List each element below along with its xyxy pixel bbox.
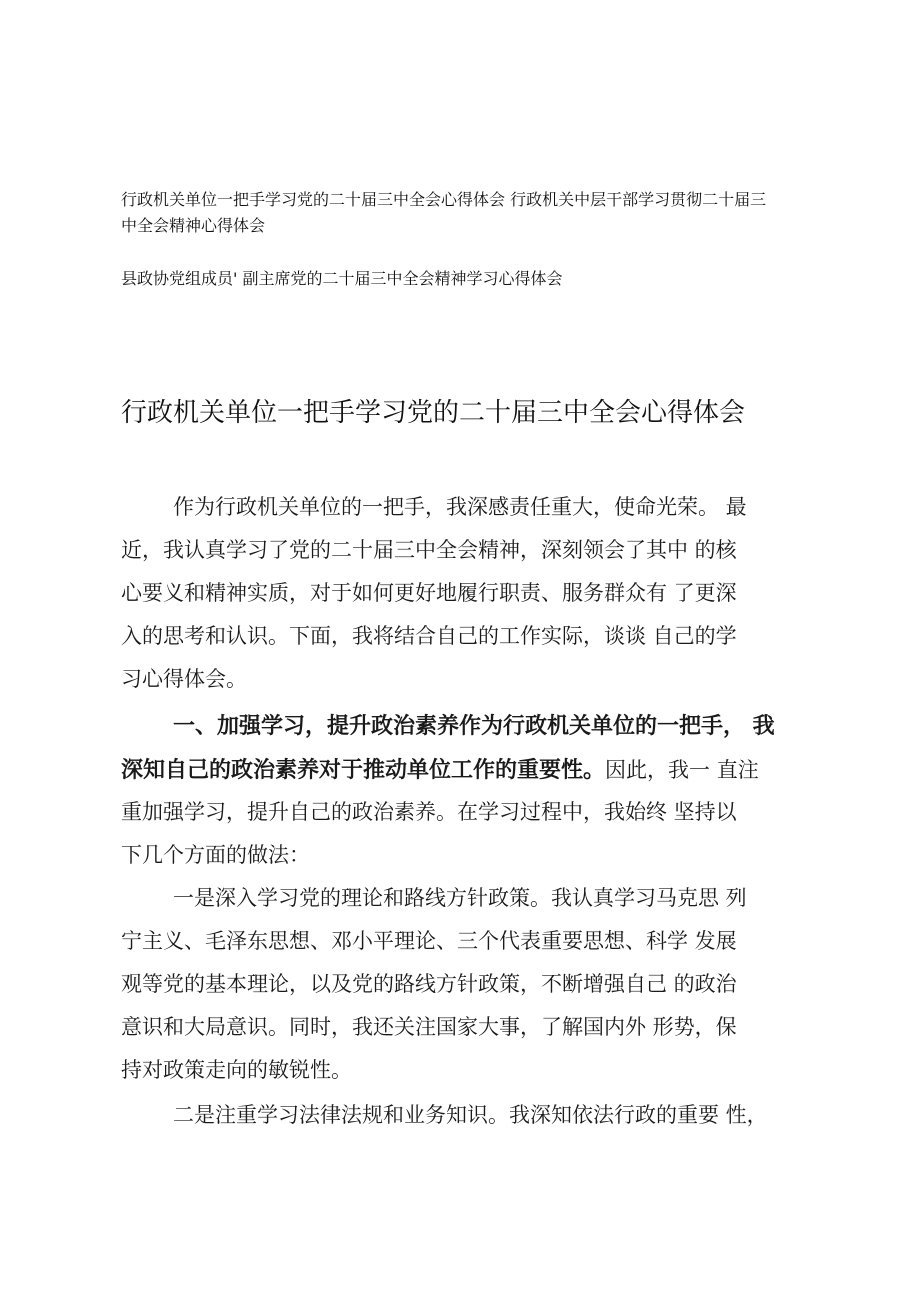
paragraph-1-line-1: 作为行政机关单位的一把手，我深感责任重大，使命光荣。 最 xyxy=(173,495,747,519)
paragraph-3-line-3: 观等党的基本理论，以及党的路线方针政策，不断增强自己 的政治 xyxy=(121,972,737,996)
toc-entry-1[interactable]: 行政机关单位一把手学习党的二十届三中全会心得体会 行政机关中层干部学习贯彻二十届三 xyxy=(121,190,767,209)
paragraph-1-line-3: 心要义和精神实质，对于如何更好地履行职责、服务群众有 了更深 xyxy=(121,581,737,605)
paragraph-1-line-5: 习心得体会。 xyxy=(121,667,247,691)
section-heading-1-rest: 因此，我一 直注 xyxy=(605,758,759,782)
paragraph-3-line-1: 一是深入学习党的理论和路线方针政策。我认真学习马克思 列 xyxy=(173,886,747,910)
paragraph-1-line-4: 入的思考和认识。下面，我将结合自己的工作实际，谈谈 自己的学 xyxy=(121,624,737,648)
toc-entry-1-continued[interactable]: 中全会精神心得体会 xyxy=(121,216,266,235)
paragraph-2-line-2: 下几个方面的做法： xyxy=(121,843,310,867)
toc-entry-2[interactable]: 县政协党组成员' 副主席党的二十届三中全会精神学习心得体会 xyxy=(121,269,563,288)
article-title: 行政机关单位一把手学习党的二十届三中全会心得体会 xyxy=(121,398,746,428)
paragraph-3-line-5: 持对政策走向的敏锐性。 xyxy=(121,1058,352,1082)
paragraph-4-line-1: 二是注重学习法律法规和业务知识。我深知依法行政的重要 性， xyxy=(173,1103,768,1127)
paragraph-3-line-2: 宁主义、毛泽东思想、邓小平理论、三个代表重要思想、科学 发展 xyxy=(121,929,737,953)
paragraph-3-line-4: 意识和大局意识。同时，我还关注国家大事，了解国内外 形势，保 xyxy=(121,1015,737,1039)
section-heading-1-bold: 深知自己的政治素养对于推动单位工作的重要性。 xyxy=(121,758,606,783)
section-heading-1-line-2 xyxy=(121,755,821,786)
paragraph-2-line-1: 重加强学习，提升自己的政治素养。在学习过程中，我始终 坚持以 xyxy=(121,800,737,824)
paragraph-1-line-2: 近，我认真学习了党的二十届三中全会精神，深刻领会了其中 的核 xyxy=(121,538,737,562)
table-of-contents xyxy=(121,187,821,292)
section-heading-1: 一、加强学习，提升政治素养作为行政机关单位的一把手， 我 xyxy=(173,714,775,739)
